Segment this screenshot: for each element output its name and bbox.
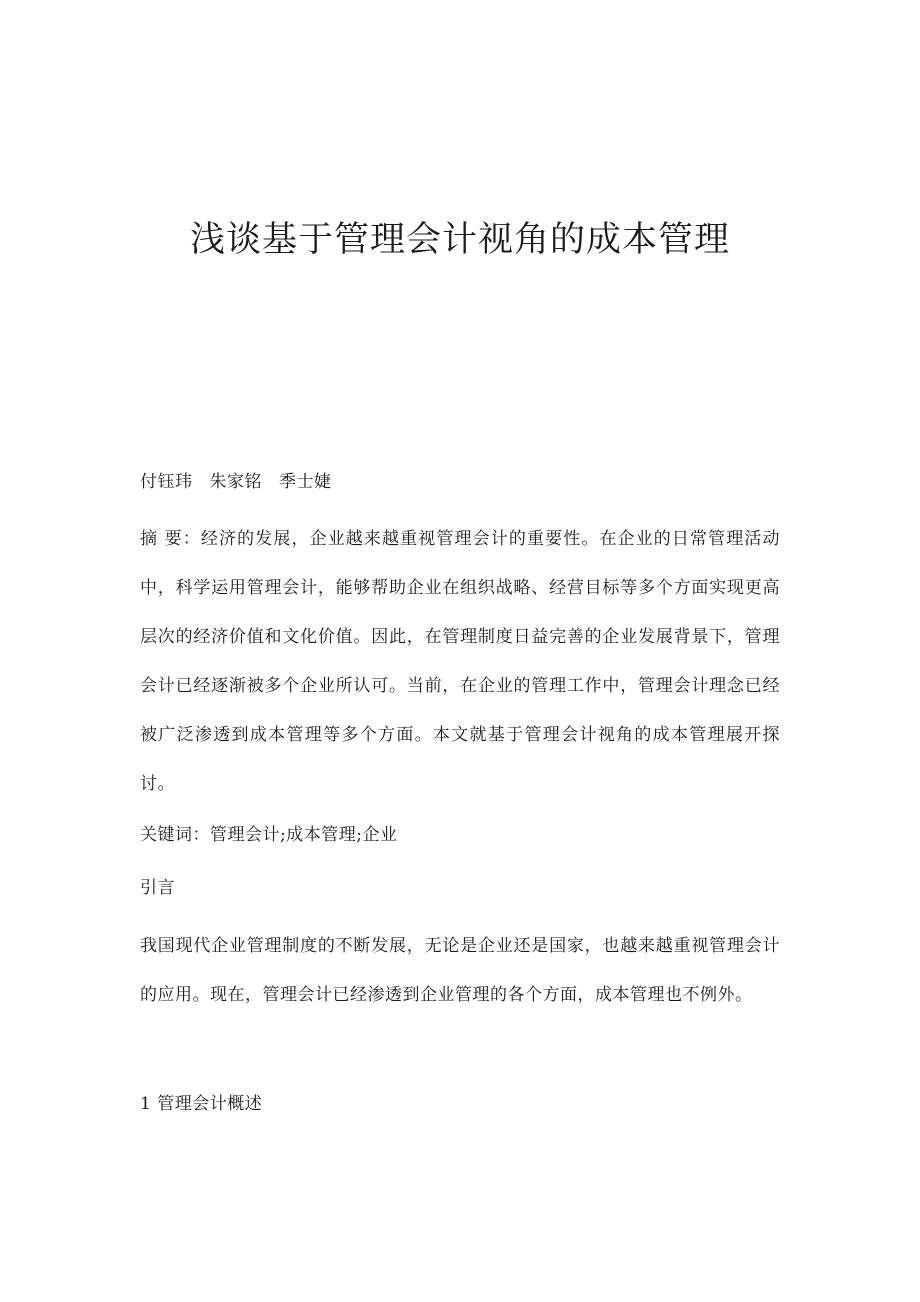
abstract-paragraph: 摘 要：经济的发展，企业越来越重视管理会计的重要性。在企业的日常管理活动中，科学运用管理会计，能够帮助企业在组织战略、经营目标等多个方面实现更高层次的经济价值和文化价值。因此，在管理制度日益完善的企业发展背景下，管理会计已经逐渐被多个企业所认可。当前，在企业的管理工作中，管理会计理念已经被广泛渗透到成本管理等多个方面。本文就基于管理会计视角的成本管理展开探讨。 bbox=[140, 529, 780, 794]
introduction-heading: 引言 bbox=[140, 878, 175, 898]
keywords-line: 关键词：管理会计;成本管理;企业 bbox=[140, 825, 398, 845]
document-title: 浅谈基于管理会计视角的成本管理 bbox=[189, 220, 730, 260]
author-name: 朱家铭 bbox=[209, 472, 262, 492]
author-line bbox=[140, 458, 780, 507]
introduction-paragraph: 我国现代企业管理制度的不断发展，无论是企业还是国家，也越来越重视管理会计的应用。现在，管理会计已经渗透到企业管理的各个方面，成本管理也不例外。 bbox=[140, 936, 780, 1005]
author-name: 季士婕 bbox=[279, 472, 332, 492]
author-name: 付钰玮 bbox=[140, 472, 193, 492]
section-heading: 1 管理会计概述 bbox=[140, 1094, 263, 1114]
